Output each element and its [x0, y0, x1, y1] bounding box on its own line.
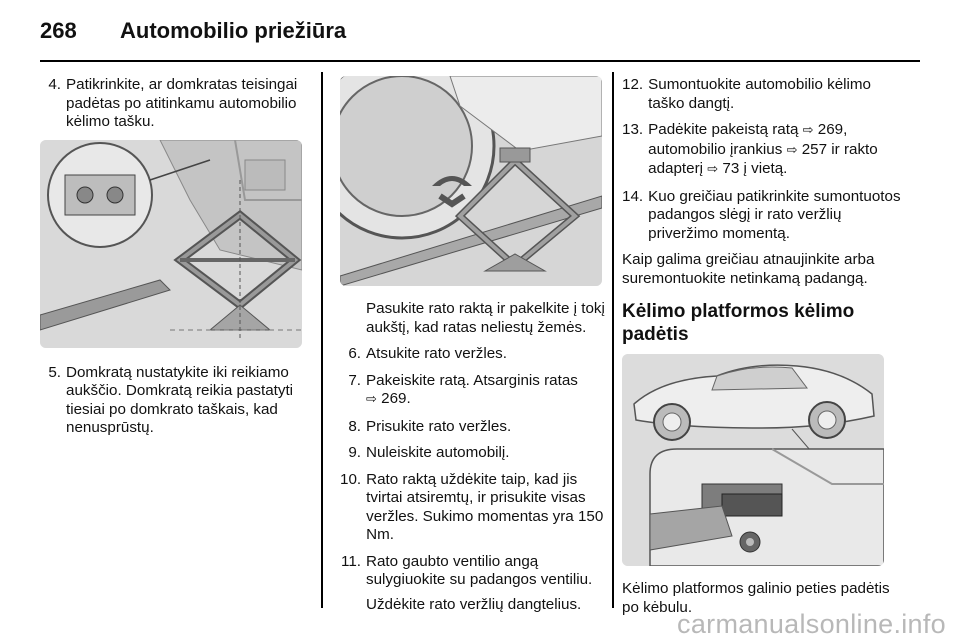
step-6	[340, 345, 608, 364]
step-number: 7.	[348, 371, 361, 389]
car-on-lift-icon	[622, 354, 884, 566]
step-number: 13.	[622, 121, 644, 138]
step-12	[622, 76, 902, 113]
figure-caption: Kėlimo platformos galinio peties padėtis po kėbulu.	[622, 580, 890, 616]
section-heading: Kėlimo platformos kėlimo padėtis	[622, 301, 855, 345]
step-4	[40, 76, 308, 132]
step-text: Rato gaubto ventilio angą sulygiuokite su padangos ventiliu.	[366, 552, 593, 588]
step-text: Sumontuokite automobilio kėlimo taško dangtį.	[648, 76, 871, 112]
step-text: Patikrinkite, ar domkratas teisingai padėtas po atitinkamu automobilio kėlimo tašku.	[66, 76, 298, 130]
step-text: Atsukite rato veržles.	[366, 345, 507, 362]
step-8	[340, 418, 608, 437]
step-11	[340, 553, 608, 590]
after-step-11-note: Uždėkite rato veržlių dangtelius.	[366, 595, 582, 613]
header-rule	[40, 60, 920, 62]
step-14	[622, 188, 902, 244]
column-1	[40, 76, 308, 446]
step-number: 4.	[48, 76, 61, 93]
reference-arrow-icon: ⇨	[707, 162, 719, 177]
page-reference[interactable]: 269.	[381, 390, 411, 407]
step-text: Prisukite rato veržles.	[366, 417, 512, 435]
wheel-jack-illustration	[340, 76, 602, 286]
step-number: 6.	[348, 345, 361, 362]
lift-platform-illustration	[622, 354, 884, 566]
reference-arrow-icon: ⇨	[366, 392, 377, 407]
step-number: 14.	[622, 187, 644, 205]
step-5	[40, 364, 308, 438]
raising-wheel-icon	[340, 76, 602, 286]
step-10	[340, 471, 608, 545]
column-divider	[321, 72, 323, 608]
step-text: Rato raktą uždėkite taip, kad jis tvirtai atsiremtų, ir prisukite visas veržles. Sukimo momentas yra 150 Nm.	[366, 470, 604, 543]
step-text: Kuo greičiau patikrinkite sumontuotos padangos slėgį ir rato veržlių priveržimo momentą.	[648, 187, 901, 242]
step-number: 8.	[348, 417, 361, 435]
column-2	[340, 76, 608, 614]
jack-under-lift-point-icon	[40, 140, 302, 348]
step-9	[340, 444, 608, 463]
step-number: 10.	[340, 470, 362, 488]
reference-arrow-icon: ⇨	[786, 142, 798, 158]
step-number: 12.	[622, 76, 644, 93]
step-number: 11.	[341, 552, 361, 570]
step-text: Domkratą nustatykite iki reikiamo aukščio. Domkratą reikia pastatyti tiesiai po domkrato taškais, kad nenusprūstų.	[66, 363, 294, 436]
column-3	[622, 76, 902, 617]
step-text: Pakeiskite ratą. Atsarginis ratas ⇨ 269.	[366, 371, 578, 407]
watermark: carmanualsonline.info	[677, 609, 946, 639]
step-number: 5.	[48, 363, 61, 381]
chapter-title: Automobilio priežiūra	[120, 18, 347, 43]
intro-paragraph: Pasukite rato raktą ir pakelkite į tokį aukštį, kad ratas neliestų žemės.	[366, 300, 605, 336]
column-divider	[612, 72, 614, 608]
step-text: Padėkite pakeistą ratą ⇨ 269, automobilio įrankius ⇨ 257 ir rakto adapterį ⇨ 73 į vietą.	[648, 121, 878, 177]
page-reference[interactable]: 257 ir rakto adapterį	[648, 140, 878, 177]
tyre-note: Kaip galima greičiau atnaujinkite arba suremontuokite netinkamą padangą.	[622, 251, 875, 287]
page-number: 268	[40, 18, 77, 43]
page-reference[interactable]: 269,	[817, 121, 848, 138]
reference-arrow-icon: ⇨	[802, 123, 814, 138]
step-13	[622, 121, 902, 180]
jack-closeup-illustration	[40, 140, 302, 348]
step-number: 9.	[348, 444, 361, 461]
page-reference[interactable]: 73 į vietą.	[722, 160, 788, 177]
page-header	[40, 18, 346, 44]
step-text: Nuleiskite automobilį.	[366, 444, 510, 461]
step-7	[340, 372, 608, 410]
